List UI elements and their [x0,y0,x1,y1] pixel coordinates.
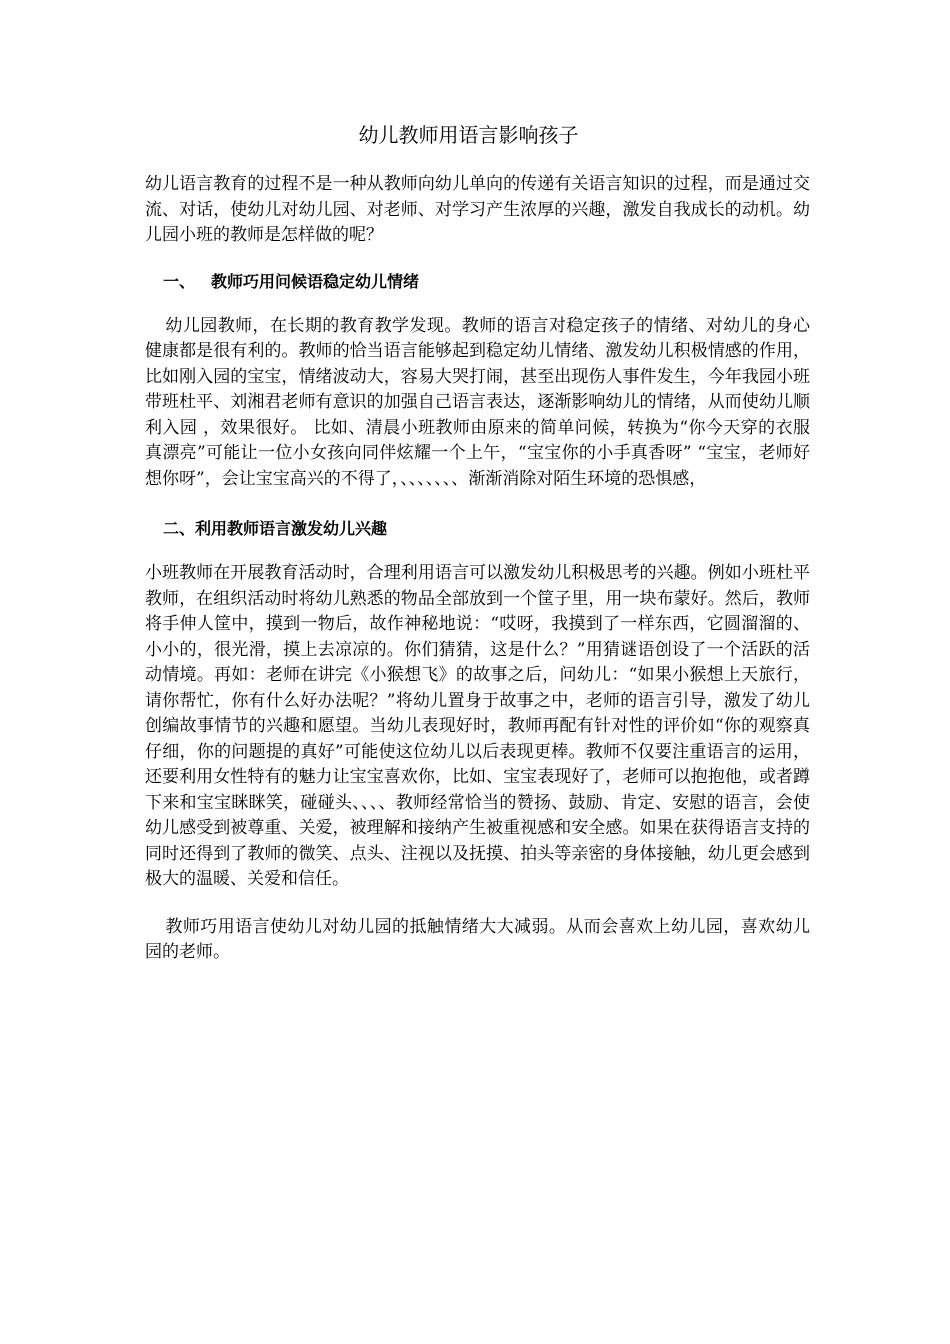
conclusion-paragraph: 教师巧用语言使幼儿对幼儿园的抵触情绪大大减弱。从而会喜欢上幼儿园，喜欢幼儿园的老师。 [145,916,810,962]
section-2-body: 小班教师在开展教育活动时，合理利用语言可以激发幼儿积极思考的兴趣。例如小班杜平教师，在组织活动时将幼儿熟悉的物品全部放到一个筐子里，用一块布蒙好。然后，教师将手伸人筐中，摸到一物后，故作神秘地说：“哎呀，我摸到了一样东西，它圆溜溜的、小小的，很光滑，摸上去凉凉的。你们猜猜，这是什么？”用猜谜语创设了一个活跃的活动情境。再如：老师在讲完《小猴想飞》的故事之后，问幼儿：“如果小猴想上天旅行，请你帮忙，你有什么好办法呢？”将幼儿置身于故事之中，老师的语言引导，激发了幼儿创编故事情节的兴趣和愿望。当幼儿表现好时，教师再配有针对性的评价如“你的观察真仔细，你的问题提的真好”可能使这位幼儿以后表现更棒。教师不仅要注重语言的运用，还要利用女性特有的魅力让宝宝喜欢你，比如、宝宝表现好了，老师可以抱抱他，或者蹲下来和宝宝眯眯笑，碰碰头、、、、教师经常恰当的赞扬、鼓励、肯定、安慰的语言，会使幼儿感受到被尊重、关爱，被理解和接纳产生被重视感和安全感。如果在获得语言支持的同时还得到了教师的微笑、点头、注视以及抚摸、拍头等亲密的身体接触，幼儿更会感到极大的温暖、关爱和信任。 [145,563,810,889]
intro-paragraph: 幼儿语言教育的过程不是一种从教师向幼儿单向的传递有关语言知识的过程，而是通过交流、对话，使幼儿对幼儿园、对老师、对学习产生浓厚的兴趣，激发自我成长的动机。幼儿园小班的教师是怎样做的呢？ [145,174,810,245]
section-2-heading-text: 利用教师语言激发幼儿兴趣 [195,519,388,538]
document-title: 幼儿教师用语言影响孩子 [358,123,579,147]
section-2-number: 二、 [163,519,196,538]
section-1-body: 幼儿园教师，在长期的教育教学发现。教师的语言对稳定孩子的情绪、对幼儿的身心健康都是很有利的。教师的恰当语言能够起到稳定幼儿情绪、激发幼儿积极情感的作用，比如刚入园的宝宝，情绪波动大，容易大哭打闹，甚至出现伤人事件发生，今年我园小班带班杜平、刘湘君老师有意识的加强自己语言表达，逐渐影响幼儿的情绪，从而使幼儿顺利入园 ，效果很好。 比如、清晨小班教师由原来的简单问候，转换为“你今天穿的衣服真漂亮”可能让一位小女孩向同伴炫耀一个上午，“宝宝你的小手真香呀” “宝宝，老师好想你呀”，会让宝宝高兴的不得了，、、、、、、、渐渐消除对陌生环境的恐惧感， [145,315,810,489]
document-page [145,120,810,966]
section-2-heading [163,516,810,541]
section-1-heading [163,269,810,294]
section-1-number: 一、 [163,271,196,291]
section-1-heading-text: 教师巧用问候语稳定幼儿情绪 [211,271,420,291]
